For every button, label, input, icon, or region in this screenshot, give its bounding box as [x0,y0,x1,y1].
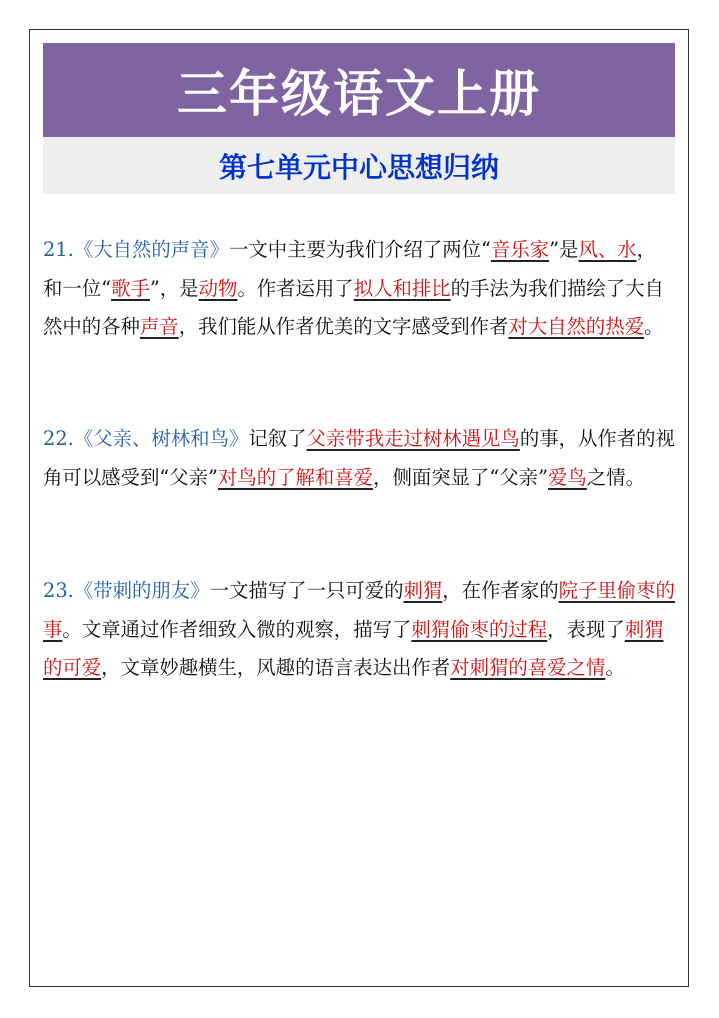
answer-blank: 歌手 [111,276,150,300]
body-text: 。 [644,315,664,339]
summary-item-22 [43,420,675,497]
body-text: 。作者运用了 [237,276,354,300]
body-text: ”是 [549,238,579,261]
answer-blank: 声音 [139,315,179,339]
body-text: 的手法为我们描绘了大自然中的各种 [43,276,664,339]
body-text: ”，是 [149,276,199,300]
book-title: 《父亲、树林和鸟》 [73,427,249,450]
body-text: ，我们能从作者优美的文字感受到作者 [178,315,509,339]
answer-blank: 对大自然的热爱 [508,315,645,339]
answer-blank: 刺猬 [403,579,443,602]
body-text: 一文描写了一只可爱的 [209,579,404,602]
body-text: ，和一位“ [43,238,657,300]
page-subtitle: 第七单元中心思想归纳 [218,150,499,184]
summary-item-21 [43,231,675,347]
page-title: 三年级语文上册 [177,65,541,123]
answer-blank: 拟人和排比 [353,276,451,300]
body-text: ，在作者家的 [442,579,559,602]
summary-item-23 [43,572,675,688]
answer-blank: 对鸟的了解和喜爱 [217,465,374,489]
title-banner [43,43,675,137]
answer-blank: 爱鸟 [548,465,587,489]
subtitle-banner [43,137,675,194]
book-title: 《大自然的声音》 [73,238,229,261]
body-text: 。 [605,656,625,680]
answer-blank: 刺猬的可爱 [43,617,664,680]
body-text: 。文章通过作者细致入微的观察，描写了 [62,617,412,641]
body-text: ，侧面突显了“父亲” [373,465,549,489]
answer-blank: 刺猬偷枣的过程 [411,617,548,641]
body-text: 之情。 [586,465,645,489]
answer-blank: 风、水 [578,238,637,261]
body-text: 一文中主要为我们介绍了两位“ [228,238,491,261]
answer-blank: 院子里偷枣的事 [43,579,675,641]
body-text: 的事，从作者的视角可以感受到“父亲” [43,427,675,489]
answer-blank: 音乐家 [490,238,550,261]
body-text: 记叙了 [248,427,307,450]
item-number: 23. [43,579,74,602]
item-number: 22. [43,427,74,450]
answer-blank: 父亲带我走过树林遇见鸟 [306,427,520,450]
book-title: 《带刺的朋友》 [73,579,210,602]
body-text: ，表现了 [547,617,625,641]
body-text: ，文章妙趣横生，风趣的语言表达出作者 [101,656,451,680]
answer-blank: 对刺猬的喜爱之情 [450,656,606,680]
answer-blank: 动物 [198,276,238,300]
item-number: 21. [43,238,74,261]
